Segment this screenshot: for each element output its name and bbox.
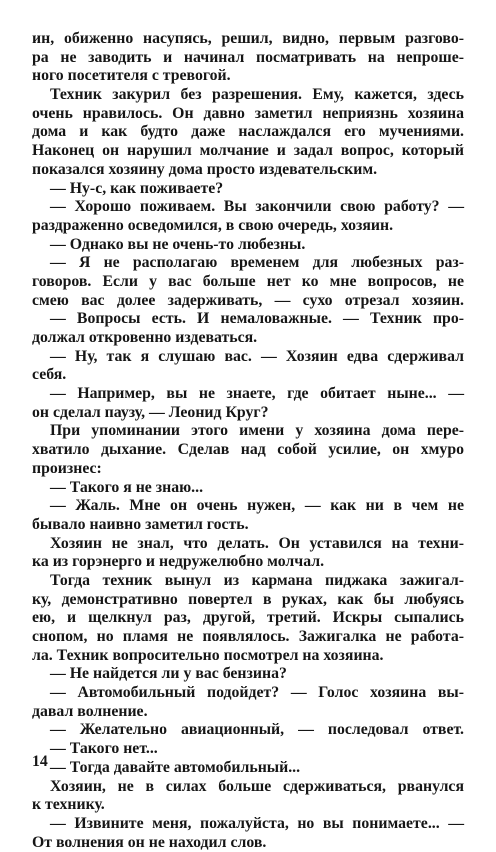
text-line: — Я не располагаю временем для любезных раз- bbox=[50, 254, 464, 272]
text-line: — Ну-с, как поживаете? bbox=[50, 179, 224, 197]
text-line: должал откровенно издеваться. bbox=[32, 329, 258, 346]
text-line: раздраженно осведомился, в свою очередь, хозяин. bbox=[32, 216, 394, 234]
text-line: — Ну, так я слушаю вас. — Хозяин едва сдерживал bbox=[50, 347, 464, 365]
text-line: ею, и щелкнул раз, другой, третий. Искры сыпались bbox=[32, 609, 464, 627]
text-line: ра не заводить и начинал посматривать на непроше- bbox=[32, 48, 464, 66]
text-line: снопом, но пламя не появлялось. Зажигалка не работа- bbox=[32, 628, 464, 645]
text-line: произнес: bbox=[32, 459, 102, 477]
text-line: — Автомобильный подойдет? — Голос хозяина вы- bbox=[50, 684, 464, 702]
text-line: бывало наивно заметил гость. bbox=[32, 515, 249, 533]
text-line: — Не найдется ли у вас бензина? bbox=[50, 665, 287, 683]
text-line: ла. Техник вопросительно посмотрел на хозяина. bbox=[32, 646, 384, 664]
text-line: очень нравилось. Он давно заметил неприязнь хозяина bbox=[32, 104, 464, 122]
text-line: — Например, вы не знаете, где обитает ныне... — bbox=[50, 385, 464, 403]
text-line: — Такого я не знаю... bbox=[50, 478, 204, 496]
text-line: показался хозяину дома просто издевательским. bbox=[32, 160, 378, 178]
text-line: Наконец он нарушил молчание и задал вопрос, который bbox=[32, 142, 464, 160]
text-line: дома и как будто даже наслаждался его мучениями. bbox=[32, 123, 464, 141]
text-line: — Такого нет... bbox=[50, 740, 158, 758]
text-line: Хозяин не знал, что делать. Он уставился на техни- bbox=[50, 534, 464, 552]
text-line: — Однако вы не очень-то любезны. bbox=[50, 235, 306, 253]
text-line: ного посетителя с тревогой. bbox=[32, 67, 231, 85]
text-line: говоров. Если у вас больше нет ко мне вопросов, не bbox=[32, 272, 464, 290]
text-line: Тогда техник вынул из кармана пиджака зажигал- bbox=[50, 571, 464, 589]
text-line: Техник закурил без разрешения. Ему, кажется, здесь bbox=[50, 86, 464, 104]
text-line: — Тогда давайте автомобильный... bbox=[50, 758, 301, 776]
text-line: При упоминании этого имени у хозяина дома пере- bbox=[50, 422, 464, 440]
text-line: — Хорошо поживаем. Вы закончили свою работу? — bbox=[50, 198, 464, 216]
text-line: — Вопросы есть. И немаловажные. — Техник про- bbox=[50, 310, 464, 328]
text-line: давал волнение. bbox=[32, 702, 148, 720]
text-line: — Желательно авиационный, — последовал ответ. bbox=[50, 721, 464, 739]
text-line: ку, демонстративно повертел в руках, как бы любуясь bbox=[32, 590, 464, 608]
text-line: себя. bbox=[32, 366, 67, 384]
text-line: смею вас долее задерживать, — сухо отрезал хозяин. bbox=[32, 291, 464, 309]
text-line: ка из горэнерго и недружелюбно молчал. bbox=[32, 553, 325, 571]
text-line: к технику. bbox=[32, 796, 105, 814]
text-line: — Жаль. Мне он очень нужен, — как ни в чем не bbox=[50, 497, 464, 515]
page-number: 14 bbox=[32, 753, 48, 770]
text-line: Хозяин, не в силах больше сдерживаться, рванулся bbox=[50, 777, 464, 795]
text-line: хватило дыхание. Сделав над собой усилие, он хмуро bbox=[32, 441, 464, 459]
text-line: ин, обиженно насупясь, решил, видно, первым разгово- bbox=[32, 30, 464, 47]
text-line: он сделал паузу, — Леонид Круг? bbox=[32, 403, 269, 421]
text-line: От волнения он не находил слов. bbox=[32, 833, 267, 851]
page-text bbox=[32, 30, 464, 852]
text-line: — Извините меня, пожалуйста, но вы понимаете... — bbox=[50, 814, 464, 832]
